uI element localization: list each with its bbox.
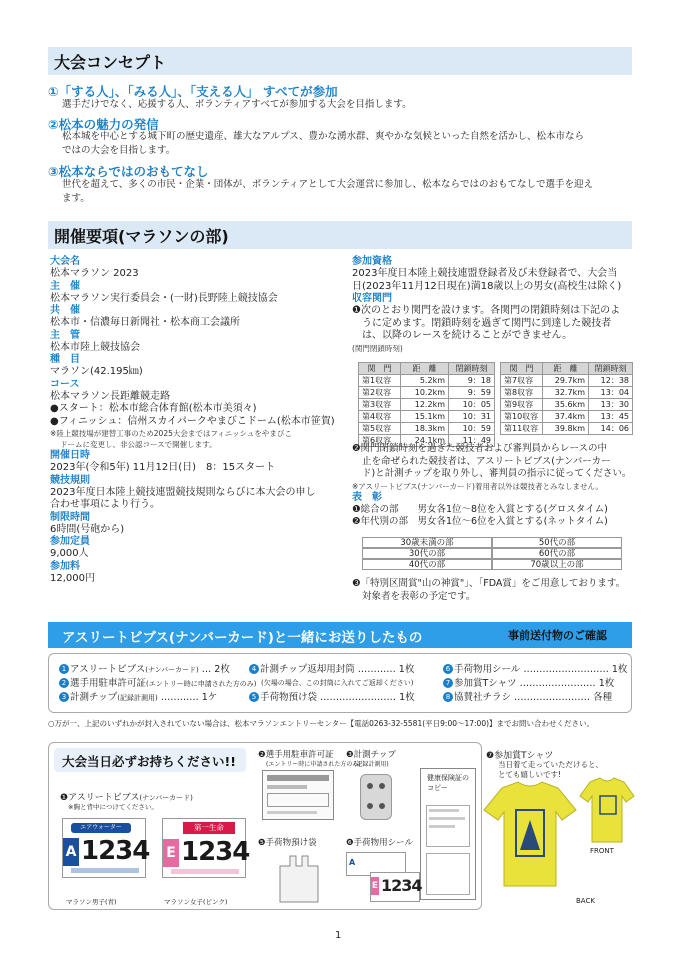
gate-row: [359, 423, 495, 435]
bib-female-number: 1234: [181, 837, 250, 867]
age-cell: 40代の部: [362, 559, 492, 570]
gate-row: [501, 375, 633, 387]
gate-distance: 37.4km: [543, 411, 589, 423]
rules-value: 2023年度日本陸上競技連盟競技規則ならびに本大会の申し 合わせ事項により行う。: [50, 486, 316, 510]
cohost-label: 共 催: [50, 305, 80, 316]
age-cell: 70歳以上の部: [492, 559, 622, 570]
mail-banner-subtitle: 事前送付物のご確認: [508, 629, 607, 642]
concept-heading: 大会コンセプト: [48, 47, 632, 75]
organizer-label: 主 催: [50, 280, 80, 292]
rules-label: 競技規則: [50, 474, 90, 486]
time-limit-value: 6時間(号砲から): [50, 523, 125, 535]
bring-title: 大会当日必ずお持ちください!!: [62, 754, 236, 769]
concept-item-3-text: 世代を超えて、多くの市民・企業・団体が、ボランティアとして大会運営に参加し、松本ならではのおもてなしで選手を迎え ます。: [62, 179, 593, 204]
mail-note: ○万が一、上記のいずれかが封入されていない場合は、松本マラソンエントリーセンター【電話0263-32-5581(平日9:00〜17:00)】までお問い合わせください。: [48, 719, 595, 728]
time-limit-label: 制限時間: [50, 511, 90, 523]
gate-distance: 18.3km: [401, 423, 449, 435]
gate-row: [501, 423, 633, 435]
concept-item-1-text: 選手だけでなく、応援する人、ボランティアすべてが参加する大会を目指します。: [62, 99, 412, 110]
seal-number: 1234: [381, 876, 422, 895]
gate-table-a: 関 門 距 離 閉鎖時刻 第1収容 5.2km 9：18 第2収容 10.2km 9：59 第3収容 12.2km 10：05 第4収容 15.1km 10：31 第5収容 18.3km 10：59 第6収容 24.1km 11：49: [358, 362, 495, 447]
mail-item-bib: 1 アスリートビブス(ナンバーカード) … 2枚: [59, 664, 230, 676]
mail-item-tshirt: 7 参加賞Tシャツ …………………… 1枚: [443, 678, 614, 690]
gate-close-time: 13：30: [589, 399, 633, 411]
seal-small: A: [346, 852, 406, 876]
bib-male-sponsor: エアウォーター: [71, 823, 131, 833]
date-label: 開催日時: [50, 450, 90, 461]
gate-close-time: 12：38: [589, 375, 633, 387]
course-start: ●スタート：松本市総合体育館(松本市美須々): [50, 403, 257, 414]
mail-items-box: [48, 653, 632, 713]
bib-female-caption: マラソン女子(ピンク): [164, 898, 228, 906]
gate-close-time: 10：05: [449, 399, 495, 411]
fee-value: 12,000円: [50, 572, 95, 584]
bag-icon: [276, 852, 322, 904]
gate-row: [501, 399, 633, 411]
age-cell: 30歳未満の部: [362, 537, 492, 548]
date-value: 2023年(令和5年) 11月12日(日) 8：15スタート: [50, 462, 276, 473]
gate-close-time: 13：45: [589, 411, 633, 423]
bring-chip-sub: (記録計測用): [354, 761, 389, 768]
outline-heading: 開催要項(マラソンの部): [48, 221, 632, 249]
tshirt-text: 当日着て走っていただけると、 とても嬉しいです!: [498, 760, 603, 779]
qualification-label: 参加資格: [352, 256, 392, 267]
capacity-label: 参加定員: [50, 536, 90, 547]
insurance-card: [420, 768, 476, 900]
gate-distance: 12.2km: [401, 399, 449, 411]
mail-item-chip: 3 計測チップ(記録計測用) ………… 1ケ: [59, 692, 217, 704]
tshirt-back-caption: BACK: [576, 897, 595, 905]
gate-row: [501, 387, 633, 399]
bib-male-number: 1234: [81, 836, 150, 866]
bib-female: [162, 818, 250, 878]
mail-item-bag: 5 手荷物預け袋 …………………… 1枚: [249, 692, 415, 704]
gate-name: 第8収容: [501, 387, 543, 399]
gate-name: 第4収容: [359, 411, 401, 423]
gate-close-time: 10：31: [449, 411, 495, 423]
bib-female-prefix: E: [163, 839, 179, 867]
gate-distance: 29.7km: [543, 375, 589, 387]
bring-bag-label: ❺手荷物預け袋: [258, 838, 317, 848]
gate-distance: 15.1km: [401, 411, 449, 423]
award-label: 表 彰: [352, 491, 382, 503]
event-name-label: 大会名: [50, 256, 80, 267]
event-name-value: 松本マラソン 2023: [50, 268, 139, 279]
gate-distance: 24.1km: [401, 435, 449, 447]
timing-chip-image: [360, 774, 392, 820]
management-value: 松本市陸上競技協会: [50, 341, 140, 353]
gate-distance: 35.6km: [543, 399, 589, 411]
gate-name: 第10収容: [501, 411, 543, 423]
mail-item-envelope: 4 計測チップ返却用封筒 ………… 1枚: [249, 664, 414, 676]
fee-label: 参加料: [50, 560, 80, 572]
capacity-value: 9,000人: [50, 548, 89, 559]
age-cell: 60代の部: [492, 548, 622, 559]
gate-name: 第2収容: [359, 387, 401, 399]
gate-name: 第11収容: [501, 423, 543, 435]
mail-banner-title: アスリートビブス(ナンバーカード)と一緒にお送りしたもの: [62, 630, 423, 646]
course-finish: ●フィニッシュ：信州スカイパークやまびこドーム(松本市笹賀): [50, 415, 335, 427]
outline-left-column: [50, 256, 340, 585]
page-number: 1: [335, 930, 342, 941]
gate-table-b: 関 門 距 離 閉鎖時刻 第7収容 29.7km 12：38 第8収容 32.7km 13：04 第9収容 35.6km 13：30 第10収容 37.4km 13：45 第11収容 39.8km 14：06: [500, 362, 633, 435]
gate2-note: ※アスリートビブス(ナンバーカード)着用者以外は競技者とみなしません。: [352, 481, 603, 491]
tshirt-back-image: [482, 780, 578, 890]
age-cell: 30代の部: [362, 548, 492, 559]
gate-close-time: 9：59: [449, 387, 495, 399]
bring-bib-note: ※胸と背中につけてください。: [68, 803, 158, 811]
bib-female-tag: 第一生命: [183, 822, 235, 834]
gate-close-time: 13：04: [589, 387, 633, 399]
bib-male-prefix: A: [63, 838, 79, 866]
award-overall: ❶総合の部 男女各1位〜8位を入賞とする(グロスタイム): [352, 503, 608, 515]
gate-row: [359, 411, 495, 423]
bring-seal-label: ❻手荷物用シール: [346, 838, 413, 848]
bib-male: [62, 818, 150, 878]
mail-item-envelope-note: (欠場の場合、この封筒に入れてご返却ください): [261, 679, 414, 687]
bib-male-footer: [71, 868, 139, 873]
gate-name: 第9収容: [501, 399, 543, 411]
gate-row: [359, 387, 495, 399]
tshirt-front-image: [578, 776, 636, 844]
gate-close-time: 9：18: [449, 375, 495, 387]
mail-item-flyer: 8 協賛社チラシ …………………… 各種: [443, 692, 612, 704]
organizer-value: 松本マラソン実行委員会・(一財)長野陸上競技協会: [50, 292, 278, 304]
gate-close-time: 10：59: [449, 423, 495, 435]
bring-chip-label: ❸計測チップ: [346, 750, 396, 760]
concept-item-2-title: ②松本の魅力の発信: [48, 117, 159, 132]
gate-caption: (関門閉鎖時刻): [352, 343, 403, 353]
bring-bib-label: ❶アスリートビブス(ナンバーカード): [60, 793, 193, 803]
gate-row: [359, 375, 495, 387]
course-value: 松本マラソン長距離競走路: [50, 390, 170, 402]
course-label: コース: [50, 378, 80, 390]
award-age: ❷年代別の部 男女各1位〜6位を入賞とする(ネットタイム): [352, 516, 608, 527]
gate-name: 第5収容: [359, 423, 401, 435]
gate-name: 第6収容: [359, 435, 401, 447]
cohost-value: 松本市・信濃毎日新聞社・松本商工会議所: [50, 317, 240, 328]
category-value: マラソン(42.195㎞): [50, 366, 143, 377]
parking-permit-image: [262, 770, 334, 820]
gate-name: 第3収容: [359, 399, 401, 411]
age-category-table: [352, 527, 630, 577]
award-special: ❸「特別区間賞"山の神賞"」、「FDA賞」をご用意しております。 対象者を表彰の予定です。: [352, 578, 626, 602]
gate-distance: 10.2km: [401, 387, 449, 399]
tshirt-front-caption: FRONT: [590, 847, 614, 855]
gate-distance: 32.7km: [543, 387, 589, 399]
gate-close-time: 11：49: [449, 435, 495, 447]
gate-name: 第1収容: [359, 375, 401, 387]
bib-male-caption: マラソン男子(青): [66, 898, 117, 906]
concept-item-2-text: 松本城を中心とする城下町の歴史遺産、雄大なアルプス、豊かな湧水群、爽やかな気候といった自然を活かし、松本市なら ではの大会を目指します。: [62, 131, 585, 156]
course-note: ※陸上競技場が建替工事のため2025大会まではフィニッシュをやまびこ ドームに変更し、非公認コースで開催します。: [50, 429, 292, 449]
insurance-label: 健康保険証の コピー: [427, 774, 469, 792]
outline-right-column: [352, 256, 636, 354]
gate-row: [359, 399, 495, 411]
gate-label: 収容関門: [352, 293, 392, 304]
gate-distance: 39.8km: [543, 423, 589, 435]
gate-distance: 5.2km: [401, 375, 449, 387]
gate2-block: [352, 443, 638, 529]
seal-large: [370, 872, 420, 902]
mail-item-parking: 2 選手用駐車許可証(エントリー時に申請された方のみ): [59, 678, 256, 690]
gate-close-time: 14：06: [589, 423, 633, 435]
qualification-value: 2023年度日本陸上競技連盟登録者及び未登録者で、大会当 日(2023年11月12日現在)満18歳以上の男女(高校生は除く): [352, 268, 622, 292]
age-cell: 50代の部: [492, 537, 622, 548]
gate-row: [501, 411, 633, 423]
bib-female-footer: [171, 869, 239, 874]
category-label: 種 目: [50, 354, 80, 365]
seal-prefix: E: [371, 877, 379, 895]
concept-item-1-title: ①「する人」、「みる人」、「支える人」 すべてが参加: [48, 84, 338, 99]
gate2-text: ❷関門閉鎖時刻を過ぎた競技者および審判員からレースの中 止を命ぜられた競技者は、アスリートビブス(ナンバーカー ド)と計測チップを取り外し、審判員の指示に従ってください。: [352, 443, 632, 479]
gate-text: ❶次のとおり関門を設けます。各関門の閉鎖時刻は下記のよ うに定めます。閉鎖時刻を過ぎて関門に到達した競技者 は、以降のレースを続けることができません。: [352, 305, 621, 341]
management-label: 主 管: [50, 329, 80, 341]
gate-name: 第7収容: [501, 375, 543, 387]
bring-parking-label: ❷選手用駐車許可証: [258, 750, 334, 760]
concept-item-3-title: ③松本ならではのおもてなし: [48, 164, 209, 179]
tshirt-title: ❼参加賞Tシャツ: [486, 751, 554, 761]
mail-item-seal: 6 手荷物用シール ……………………… 1枚: [443, 664, 627, 676]
bring-parking-sub: (エントリー時に申請された方のみ): [266, 761, 361, 768]
